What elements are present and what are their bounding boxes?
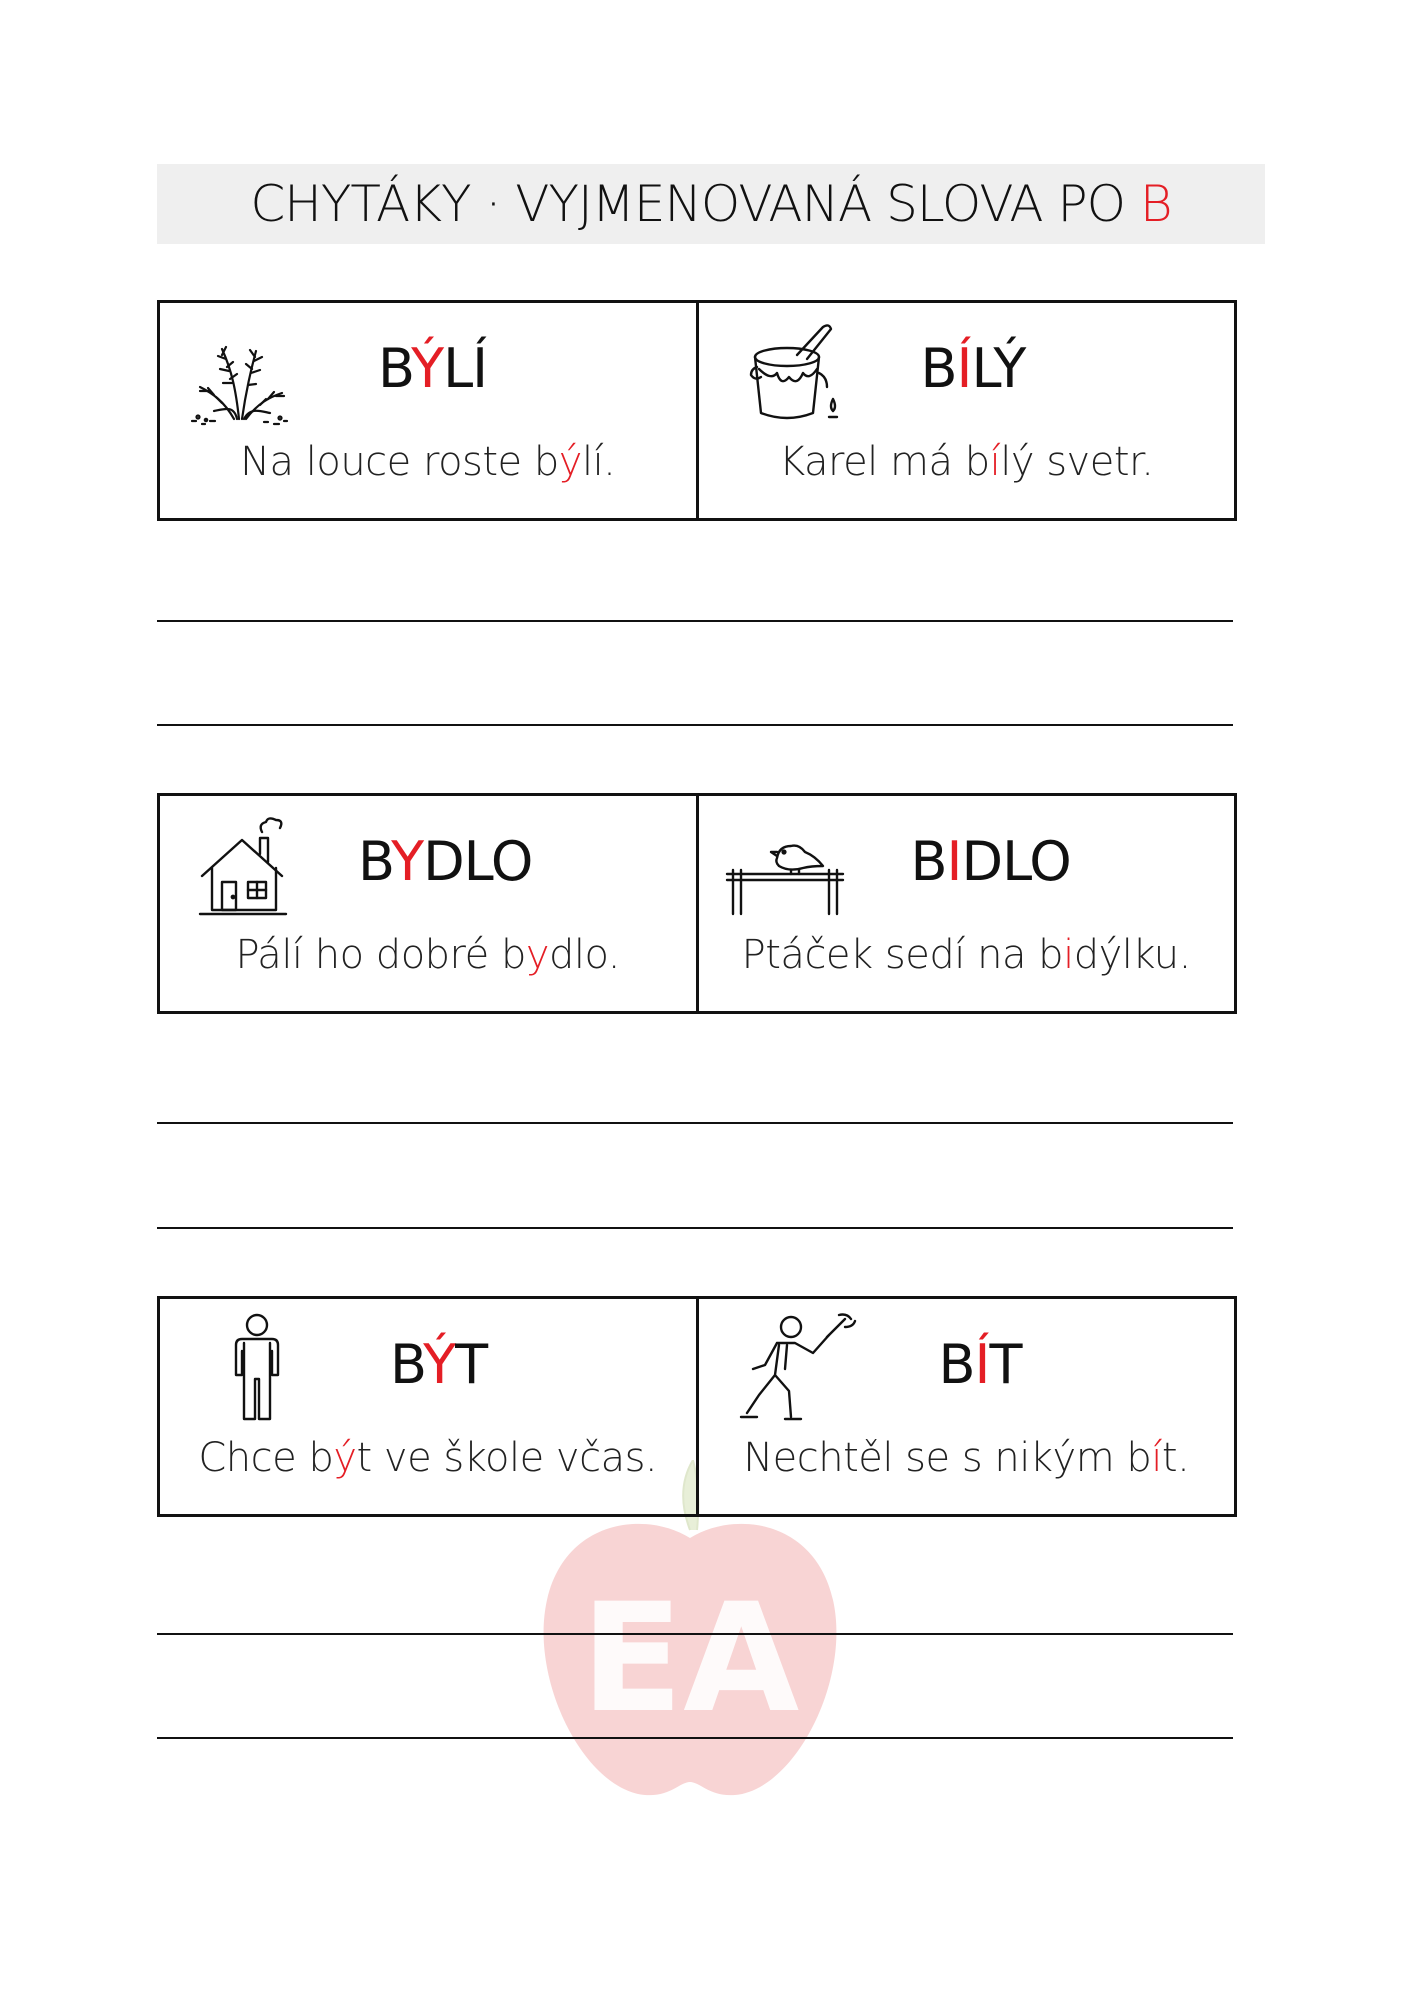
highlighted-letter: Í <box>956 337 972 400</box>
text-segment: dýlku. <box>1073 932 1191 978</box>
text-segment: Nechtěl se s nikým b <box>743 1435 1152 1481</box>
text-segment: DLO <box>961 830 1071 893</box>
text-segment: B <box>358 830 392 893</box>
paint-bucket-icon <box>741 321 851 431</box>
highlighted-letter: í <box>989 439 1001 485</box>
highlighted-letter: í <box>1151 1435 1162 1481</box>
word-card-bydlo <box>160 796 696 1011</box>
text-segment: t. <box>1161 1435 1190 1481</box>
highlighted-letter: Ý <box>411 337 444 400</box>
example-sentence <box>699 439 1235 485</box>
writing-line <box>157 1227 1233 1229</box>
text-segment: Pálí ho dobré b <box>235 932 526 978</box>
house-icon <box>196 814 306 924</box>
highlighted-letter: I <box>946 830 962 893</box>
highlighted-letter: Í <box>974 1333 990 1396</box>
title-accent-letter: B <box>1139 175 1172 233</box>
writing-line <box>157 724 1233 726</box>
writing-line <box>157 1122 1233 1124</box>
word-title <box>921 337 1026 400</box>
text-segment: t ve škole včas. <box>356 1435 658 1481</box>
highlighted-letter: Y <box>391 830 424 893</box>
text-segment: dlo. <box>549 932 621 978</box>
writing-line <box>157 1737 1233 1739</box>
writing-line <box>157 1633 1233 1635</box>
word-card-byli <box>160 303 696 518</box>
word-pair-1 <box>157 300 1237 521</box>
text-segment: B <box>390 1333 424 1396</box>
text-segment: T <box>989 1333 1022 1396</box>
bird-on-perch-icon <box>717 814 853 924</box>
text-segment: T <box>455 1333 488 1396</box>
text-segment: Na louce roste b <box>240 439 559 485</box>
word-pair-2 <box>157 793 1237 1014</box>
example-sentence <box>699 1435 1235 1481</box>
word-title <box>390 1333 487 1396</box>
text-segment: LÝ <box>971 337 1026 400</box>
word-card-bily <box>696 303 1235 518</box>
word-pair-3 <box>157 1296 1237 1517</box>
word-card-byt <box>160 1299 696 1514</box>
text-segment: Ptáček sedí na b <box>741 932 1064 978</box>
title-bar <box>157 164 1265 244</box>
text-segment: lí. <box>581 439 616 485</box>
example-sentence <box>160 439 696 485</box>
word-title <box>939 1333 1022 1396</box>
person-swinging-icon <box>735 1313 865 1423</box>
word-title <box>911 830 1071 893</box>
highlighted-letter: ý <box>333 1435 357 1481</box>
highlighted-letter: Ý <box>423 1333 456 1396</box>
text-segment: Karel má b <box>778 439 990 485</box>
text-segment: B <box>938 1333 975 1396</box>
page-title <box>250 175 1171 233</box>
example-sentence <box>160 932 696 978</box>
text-segment: B <box>378 337 412 400</box>
text-segment: B <box>920 337 957 400</box>
text-segment: lý svetr. <box>1000 439 1154 485</box>
highlighted-letter: ý <box>558 439 582 485</box>
writing-line <box>157 620 1233 622</box>
word-title <box>378 337 487 400</box>
highlighted-letter: i <box>1063 932 1074 978</box>
standing-person-icon <box>202 1313 312 1423</box>
word-title <box>358 830 532 893</box>
text-segment: DLO <box>423 830 533 893</box>
text-segment: LÍ <box>443 337 488 400</box>
title-text: CHYTÁKY · VYJMENOVANÁ SLOVA PO <box>250 175 1140 233</box>
watermark-text: EA <box>580 1572 800 1746</box>
highlighted-letter: y <box>525 932 550 978</box>
word-card-bit <box>696 1299 1235 1514</box>
example-sentence <box>699 932 1235 978</box>
example-sentence <box>160 1435 696 1481</box>
grass-icon <box>184 321 294 431</box>
text-segment: Chce b <box>198 1435 334 1481</box>
word-card-bidlo <box>696 796 1235 1011</box>
text-segment: B <box>910 830 947 893</box>
